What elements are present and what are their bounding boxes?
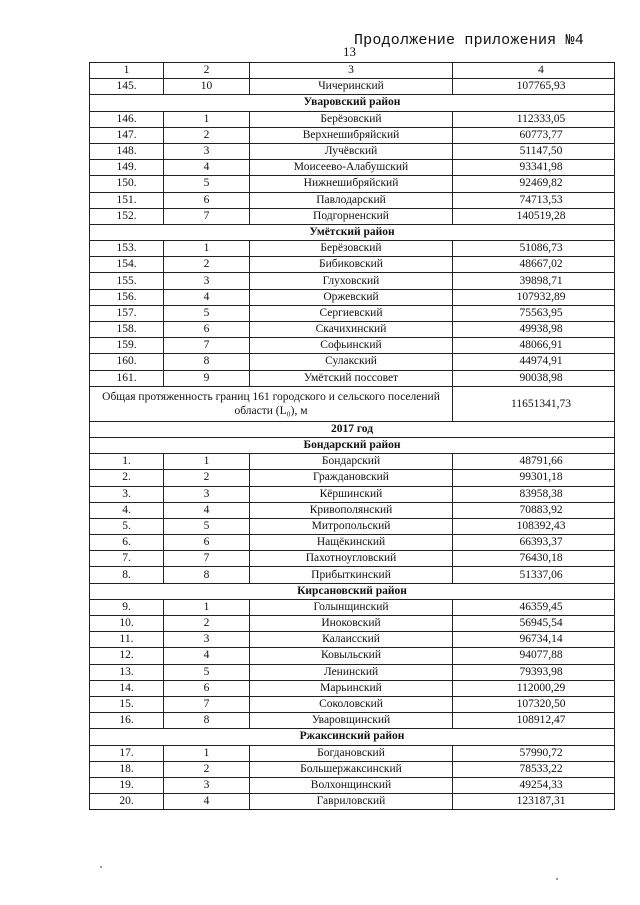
table-row <box>90 176 615 192</box>
settlement-name-cell: Софьинский <box>250 338 453 354</box>
settlement-name-cell: Ленинский <box>250 664 453 680</box>
settlement-number-cell: 3 <box>164 143 250 159</box>
boundary-length-cell: 107320,50 <box>453 696 615 712</box>
settlement-name-cell: Граждановский <box>250 470 453 486</box>
boundary-length-cell: 57990,72 <box>453 745 615 761</box>
boundary-length-cell: 107932,89 <box>453 289 615 305</box>
boundary-length-cell: 74713,53 <box>453 192 615 208</box>
section-heading: Бондарский район <box>90 437 615 453</box>
boundary-length-cell: 108912,47 <box>453 713 615 729</box>
settlement-number-cell: 10 <box>164 79 250 95</box>
settlement-number-cell: 7 <box>164 208 250 224</box>
table-body <box>90 63 615 810</box>
table-row <box>90 370 615 386</box>
table-row <box>90 208 615 224</box>
table-row <box>90 454 615 470</box>
settlement-number-cell: 4 <box>164 502 250 518</box>
column-header: 4 <box>453 63 615 79</box>
table-row <box>90 664 615 680</box>
settlement-number-cell: 2 <box>164 616 250 632</box>
row-index-cell: 4. <box>90 502 164 518</box>
boundary-length-cell: 78533,22 <box>453 761 615 777</box>
settlement-name-cell: Берёзовский <box>250 111 453 127</box>
section-heading: 2017 год <box>90 421 615 437</box>
boundary-length-cell: 112333,05 <box>453 111 615 127</box>
row-index-cell: 158. <box>90 322 164 338</box>
row-index-cell: 16. <box>90 713 164 729</box>
settlement-name-cell: Оржевский <box>250 289 453 305</box>
settlement-name-cell: Верхнешибряйский <box>250 127 453 143</box>
settlement-name-cell: Лучёвский <box>250 143 453 159</box>
row-index-cell: 155. <box>90 273 164 289</box>
settlement-name-cell: Большержаксинский <box>250 761 453 777</box>
section-heading-row <box>90 729 615 745</box>
table-row <box>90 111 615 127</box>
row-index-cell: 150. <box>90 176 164 192</box>
settlement-name-cell: Скачихинский <box>250 322 453 338</box>
table-row <box>90 616 615 632</box>
boundary-length-cell: 60773,77 <box>453 127 615 143</box>
settlement-name-cell: Умётский поссовет <box>250 370 453 386</box>
column-header: 2 <box>164 63 250 79</box>
section-heading: Уваровский район <box>90 95 615 111</box>
table-row <box>90 518 615 534</box>
table-row <box>90 599 615 615</box>
settlement-name-cell: Кривополянский <box>250 502 453 518</box>
boundary-length-cell: 140519,28 <box>453 208 615 224</box>
boundary-length-cell: 107765,93 <box>453 79 615 95</box>
total-label: Общая протяженность границ 161 городского и сельского поселений области (L₀), м <box>90 386 453 421</box>
settlement-number-cell: 2 <box>164 127 250 143</box>
row-index-cell: 147. <box>90 127 164 143</box>
row-index-cell: 157. <box>90 305 164 321</box>
table-row <box>90 551 615 567</box>
row-index-cell: 9. <box>90 599 164 615</box>
section-heading: Кирсановский район <box>90 583 615 599</box>
settlement-name-cell: Бондарский <box>250 454 453 470</box>
row-index-cell: 151. <box>90 192 164 208</box>
settlement-name-cell: Сергиевский <box>250 305 453 321</box>
table-row <box>90 696 615 712</box>
settlement-name-cell: Волхонщинский <box>250 777 453 793</box>
boundary-length-cell: 93341,98 <box>453 160 615 176</box>
settlement-number-cell: 1 <box>164 454 250 470</box>
table-row <box>90 305 615 321</box>
row-index-cell: 149. <box>90 160 164 176</box>
row-index-cell: 159. <box>90 338 164 354</box>
settlement-name-cell: Марьинский <box>250 680 453 696</box>
settlement-name-cell: Нижнешибряйский <box>250 176 453 192</box>
boundary-length-cell: 46359,45 <box>453 599 615 615</box>
settlement-name-cell: Сулакский <box>250 354 453 370</box>
table-row <box>90 761 615 777</box>
table-row <box>90 680 615 696</box>
table-row <box>90 486 615 502</box>
settlement-name-cell: Иноковский <box>250 616 453 632</box>
table-row <box>90 257 615 273</box>
boundary-length-cell: 39898,71 <box>453 273 615 289</box>
page-number: 13 <box>343 44 356 59</box>
boundary-length-cell: 108392,43 <box>453 518 615 534</box>
row-index-cell: 12. <box>90 648 164 664</box>
settlement-name-cell: Прибыткинский <box>250 567 453 583</box>
settlement-number-cell: 2 <box>164 470 250 486</box>
row-index-cell: 3. <box>90 486 164 502</box>
boundary-length-cell: 90038,98 <box>453 370 615 386</box>
settlement-name-cell: Павлодарский <box>250 192 453 208</box>
row-index-cell: 161. <box>90 370 164 386</box>
table-row <box>90 777 615 793</box>
boundary-length-cell: 99301,18 <box>453 470 615 486</box>
boundary-length-cell: 56945,54 <box>453 616 615 632</box>
table-row <box>90 160 615 176</box>
total-row <box>90 386 615 421</box>
row-index-cell: 17. <box>90 745 164 761</box>
boundary-length-cell: 66393,37 <box>453 535 615 551</box>
boundary-length-cell: 51337,06 <box>453 567 615 583</box>
boundary-length-cell: 83958,38 <box>453 486 615 502</box>
settlement-number-cell: 6 <box>164 322 250 338</box>
table-row <box>90 289 615 305</box>
row-index-cell: 1. <box>90 454 164 470</box>
settlement-name-cell: Кёршинский <box>250 486 453 502</box>
settlement-name-cell: Пахотноугловский <box>250 551 453 567</box>
boundary-length-cell: 75563,95 <box>453 305 615 321</box>
settlement-number-cell: 7 <box>164 338 250 354</box>
settlement-name-cell: Ковыльский <box>250 648 453 664</box>
settlement-number-cell: 7 <box>164 551 250 567</box>
section-heading-row <box>90 583 615 599</box>
table-row <box>90 794 615 810</box>
settlement-name-cell: Берёзовский <box>250 241 453 257</box>
scan-speck <box>556 878 558 880</box>
boundary-length-cell: 94077,88 <box>453 648 615 664</box>
settlement-name-cell: Нащёкинский <box>250 535 453 551</box>
settlement-number-cell: 2 <box>164 257 250 273</box>
table-row <box>90 713 615 729</box>
row-index-cell: 2. <box>90 470 164 486</box>
table-row <box>90 338 615 354</box>
settlement-name-cell: Уваровщинский <box>250 713 453 729</box>
settlement-name-cell: Глуховский <box>250 273 453 289</box>
settlement-number-cell: 2 <box>164 761 250 777</box>
settlement-number-cell: 5 <box>164 664 250 680</box>
table-row <box>90 535 615 551</box>
row-index-cell: 15. <box>90 696 164 712</box>
row-index-cell: 8. <box>90 567 164 583</box>
table-row <box>90 567 615 583</box>
row-index-cell: 13. <box>90 664 164 680</box>
boundary-length-cell: 48667,02 <box>453 257 615 273</box>
table-row <box>90 79 615 95</box>
settlement-name-cell: Подгорненский <box>250 208 453 224</box>
boundary-length-cell: 123187,31 <box>453 794 615 810</box>
settlement-number-cell: 4 <box>164 794 250 810</box>
row-index-cell: 18. <box>90 761 164 777</box>
settlement-number-cell: 4 <box>164 648 250 664</box>
row-index-cell: 148. <box>90 143 164 159</box>
row-index-cell: 20. <box>90 794 164 810</box>
boundary-length-cell: 51086,73 <box>453 241 615 257</box>
row-index-cell: 154. <box>90 257 164 273</box>
settlement-name-cell: Чичеринский <box>250 79 453 95</box>
boundaries-table <box>89 62 615 810</box>
row-index-cell: 14. <box>90 680 164 696</box>
row-index-cell: 10. <box>90 616 164 632</box>
row-index-cell: 156. <box>90 289 164 305</box>
table-row <box>90 273 615 289</box>
section-heading-row <box>90 224 615 240</box>
table-row <box>90 745 615 761</box>
row-index-cell: 5. <box>90 518 164 534</box>
row-index-cell: 11. <box>90 632 164 648</box>
settlement-number-cell: 8 <box>164 567 250 583</box>
table-header-row <box>90 63 615 79</box>
boundary-length-cell: 96734,14 <box>453 632 615 648</box>
table-row <box>90 354 615 370</box>
total-value: 11651341,73 <box>453 386 615 421</box>
table-row <box>90 632 615 648</box>
table-row <box>90 470 615 486</box>
section-heading-row <box>90 95 615 111</box>
settlement-number-cell: 5 <box>164 518 250 534</box>
section-heading-row <box>90 421 615 437</box>
section-heading: Умётский район <box>90 224 615 240</box>
document-title: Продолжение приложения №4 <box>353 32 584 49</box>
row-index-cell: 160. <box>90 354 164 370</box>
settlement-number-cell: 1 <box>164 745 250 761</box>
boundary-length-cell: 70883,92 <box>453 502 615 518</box>
settlement-number-cell: 4 <box>164 289 250 305</box>
settlement-number-cell: 5 <box>164 305 250 321</box>
row-index-cell: 146. <box>90 111 164 127</box>
settlement-number-cell: 3 <box>164 486 250 502</box>
column-header: 1 <box>90 63 164 79</box>
boundary-length-cell: 49254,33 <box>453 777 615 793</box>
boundary-length-cell: 112000,29 <box>453 680 615 696</box>
table-row <box>90 322 615 338</box>
settlement-name-cell: Голынщинский <box>250 599 453 615</box>
boundary-length-cell: 51147,50 <box>453 143 615 159</box>
settlement-number-cell: 7 <box>164 696 250 712</box>
table-row <box>90 192 615 208</box>
boundary-length-cell: 48066,91 <box>453 338 615 354</box>
table-row <box>90 143 615 159</box>
settlement-number-cell: 3 <box>164 632 250 648</box>
settlement-number-cell: 5 <box>164 176 250 192</box>
settlement-number-cell: 6 <box>164 535 250 551</box>
row-index-cell: 153. <box>90 241 164 257</box>
settlement-number-cell: 6 <box>164 680 250 696</box>
column-header: 3 <box>250 63 453 79</box>
settlement-number-cell: 6 <box>164 192 250 208</box>
settlement-number-cell: 4 <box>164 160 250 176</box>
section-heading-row <box>90 437 615 453</box>
boundary-length-cell: 79393,98 <box>453 664 615 680</box>
boundary-length-cell: 76430,18 <box>453 551 615 567</box>
row-index-cell: 7. <box>90 551 164 567</box>
settlement-name-cell: Моисеево-Алабушский <box>250 160 453 176</box>
settlement-number-cell: 1 <box>164 241 250 257</box>
table-row <box>90 648 615 664</box>
row-index-cell: 19. <box>90 777 164 793</box>
settlement-number-cell: 3 <box>164 273 250 289</box>
settlement-number-cell: 1 <box>164 111 250 127</box>
settlement-name-cell: Митропольский <box>250 518 453 534</box>
settlement-number-cell: 9 <box>164 370 250 386</box>
boundary-length-cell: 92469,82 <box>453 176 615 192</box>
row-index-cell: 152. <box>90 208 164 224</box>
boundary-length-cell: 49938,98 <box>453 322 615 338</box>
table-row <box>90 241 615 257</box>
section-heading: Ржаксинский район <box>90 729 615 745</box>
settlement-name-cell: Бибиковский <box>250 257 453 273</box>
settlement-number-cell: 1 <box>164 599 250 615</box>
scan-speck <box>100 866 102 868</box>
settlement-name-cell: Соколовский <box>250 696 453 712</box>
table-row <box>90 502 615 518</box>
table-row <box>90 127 615 143</box>
boundary-length-cell: 48791,66 <box>453 454 615 470</box>
settlement-name-cell: Богдановский <box>250 745 453 761</box>
settlement-name-cell: Калаисский <box>250 632 453 648</box>
settlement-number-cell: 8 <box>164 354 250 370</box>
row-index-cell: 145. <box>90 79 164 95</box>
settlement-number-cell: 8 <box>164 713 250 729</box>
row-index-cell: 6. <box>90 535 164 551</box>
settlement-name-cell: Гавриловский <box>250 794 453 810</box>
settlement-number-cell: 3 <box>164 777 250 793</box>
boundary-length-cell: 44974,91 <box>453 354 615 370</box>
